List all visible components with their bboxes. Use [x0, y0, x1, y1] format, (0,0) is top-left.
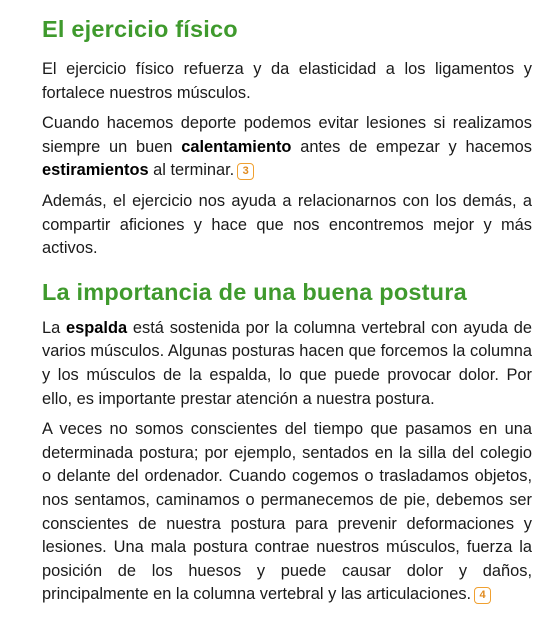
- paragraph-exercise-benefits: El ejercicio físico refuerza y da elasticidad a los ligamentos y fortalece nuestros músculos.: [42, 60, 532, 102]
- keyword-back: espalda: [66, 318, 128, 337]
- text-run: antes de empezar y hacemos: [291, 137, 532, 156]
- activity-marker-3: 3: [237, 163, 254, 180]
- heading-good-posture: La importancia de una buena postura: [42, 278, 467, 305]
- text-run: al terminar.: [148, 161, 235, 180]
- text-run: A veces no somos conscientes del tiempo que pasamos en una determinada postura; por ejemplo, sentados en la silla del colegio o delante del ordenador. Cuando cogemos o trasladamos objetos, nos sentamos, caminamos o permanecemos de pie, debemos ser conscientes de nuestra postura para prevenir deformaciones y lesiones. Una mala postura contrae nuestros músculos, fuerza la posición de los huesos y puede causar dolor y daños, principalmente en la columna vertebral y las articulaciones.: [42, 420, 532, 604]
- text-run: La: [42, 318, 67, 337]
- heading-physical-exercise: El ejercicio físico: [42, 16, 238, 42]
- section-physical-exercise: [42, 14, 532, 261]
- paragraph-social-benefits: Además, el ejercicio nos ayuda a relacionarnos con los demás, a compartir aficiones y hace que nos encontremos mejor y más activos.: [42, 191, 532, 258]
- paragraph-warmup-stretching: [42, 112, 532, 183]
- section-good-posture: [42, 277, 532, 606]
- text-run: está sostenida por la columna vertebral con ayuda de varios músculos. Algunas posturas hacen que forcemos la columna y los músculos de la espalda, lo que puede provocar dolor. Por ello, es importante prestar atención a nuestra postura.: [42, 318, 532, 408]
- activity-marker-4: 4: [474, 587, 491, 604]
- keyword-stretching: estiramientos: [42, 161, 149, 180]
- text-run: Cuando hacemos deporte podemos evitar lesiones si realizamos siempre un buen: [42, 114, 532, 156]
- keyword-warmup: calentamiento: [181, 137, 292, 156]
- paragraph-posture-awareness: [42, 418, 532, 606]
- document-page: [42, 12, 532, 606]
- paragraph-back-spine: [42, 317, 532, 411]
